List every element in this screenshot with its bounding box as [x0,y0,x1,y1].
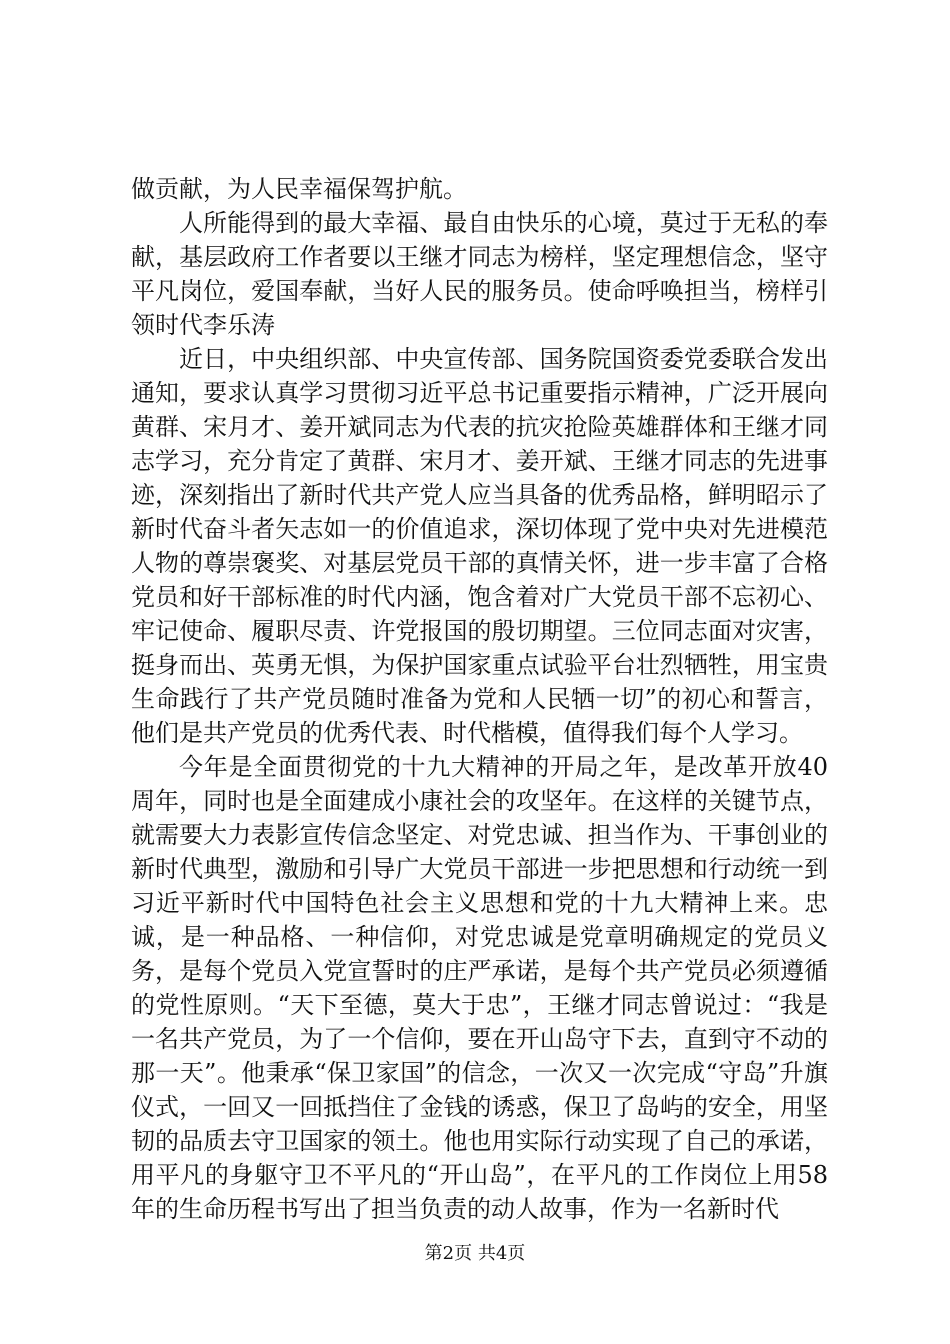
paragraph: 人所能得到的最大幸福、最自由快乐的心境，莫过于无私的奉献，基层政府工作者要以王继才同志为榜样，坚定理想信念，坚守平凡岗位，爱国奉献，当好人民的服务员。使命呼唤担当，榜样引领时代李乐涛 [131,209,828,339]
document-body [131,172,828,1226]
page-number-footer: 第2页 共4页 [424,1243,526,1264]
paragraph: 今年是全面贯彻党的十九大精神的开局之年，是改革开放40周年，同时也是全面建成小康社会的攻坚年。在这样的关键节点，就需要大力表影宣传信念坚定、对党忠诚、担当作为、干事创业的新时代典型，激励和引导广大党员干部进一步把思想和行动统一到习近平新时代中国特色社会主义思想和党的十九大精神上来。忠诚，是一种品格、一种信仰，对党忠诚是党章明确规定的党员义务，是每个党员入党宣誓时的庄严承诺，是每个共产党员必须遵循的党性原则。“天下至德，莫大于忠”，王继才同志曾说过：“我是一名共产党员，为了一个信仰，要在开山岛守下去，直到守不动的那一天”。他秉承“保卫家国”的信念，一次又一次完成“守岛”升旗仪式，一回又一回抵挡住了金钱的诱惑，保卫了岛屿的安全，用坚韧的品质去守卫国家的领土。他也用实际行动实现了自己的承诺，用平凡的身躯守卫不平凡的“开山岛”，在平凡的工作岗位上用58年的生命历程书写出了担当负责的动人故事，作为一名新时代 [131,753,828,1223]
paragraph-continuation: 做贡献，为人民幸福保驾护航。 [131,175,467,203]
paragraph: 近日，中央组织部、中央宣传部、国务院国资委党委联合发出通知，要求认真学习贯彻习近平总书记重要指示精神，广泛开展向黄群、宋月才、姜开斌同志为代表的抗灾抢险英雄群体和王继才同志学习，充分肯定了黄群、宋月才、姜开斌、王继才同志的先进事迹，深刻指出了新时代共产党人应当具备的优秀品格，鲜明昭示了新时代奋斗者矢志如一的价值追求，深切体现了党中央对先进模范人物的尊崇褒奖、对基层党员干部的真情关怀，进一步丰富了合格党员和好干部标准的时代内涵，饱含着对广大党员干部不忘初心、牢记使命、履职尽责、许党报国的殷切期望。三位同志面对灾害，挺身而出、英勇无惧，为保护国家重点试验平台壮烈牺牲，用宝贵生命践行了共产党员随时准备为党和人民牺一切”的初心和誓言，他们是共产党员的优秀代表、时代楷模，值得我们每个人学习。 [131,345,828,747]
